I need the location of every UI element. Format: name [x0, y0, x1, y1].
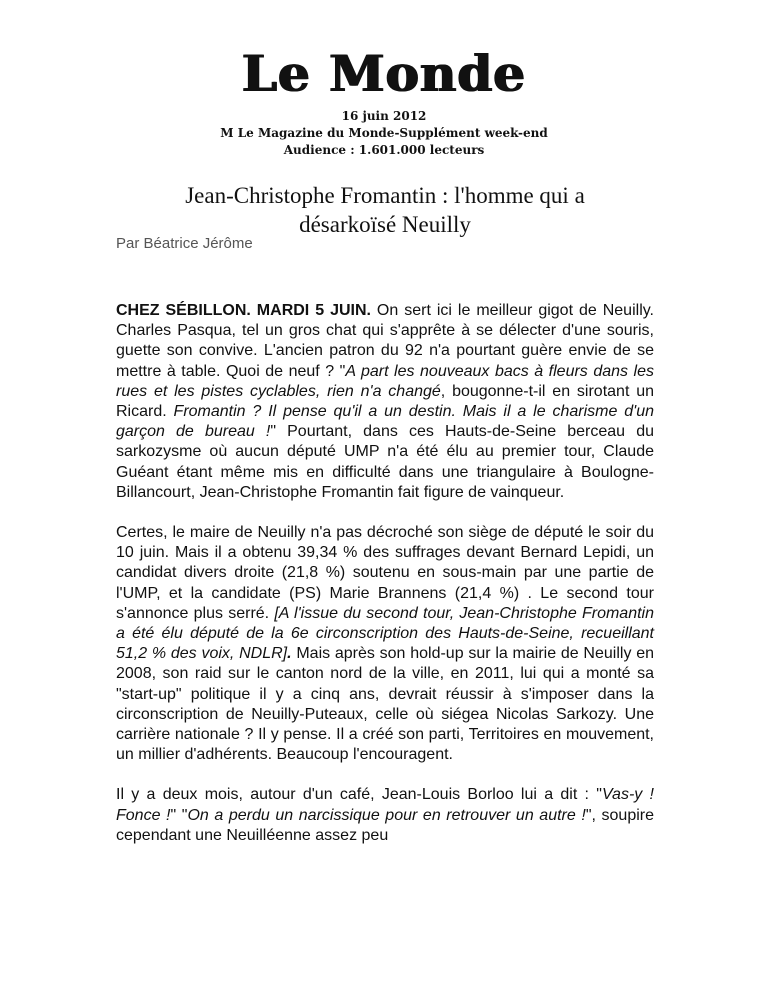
publication-audience: Audience : 1.601.000 lecteurs — [283, 143, 485, 157]
text-span: " " — [170, 806, 188, 824]
article-title: Jean-Christophe Fromantin : l'homme qui a désarkoïsé Neuilly — [185, 183, 585, 237]
editor-note-end: . — [287, 645, 292, 663]
text-span: On sert ici le meilleur gigot de Neuilly. Charles Pasqua, tel un gros chat qui s'apprête à se délecter d'une souris, guette son convive. L'ancien patron du 92 n'a pourtant guère envie de se mettre à table. Quoi de neuf ? " — [116, 302, 655, 380]
text-span: Il y a deux mois, autour d'un café, Jean-Louis Borloo lui a dit : " — [116, 786, 602, 804]
publication-info — [0, 108, 768, 159]
text-span: Mais après son hold-up sur la mairie de Neuilly en 2008, son raid sur le canton nord de la ville, en 2011, lui qui a monté sa "start-up" politique il y a cinq ans, devrait réussir à s'imposer dans la circonscription de Neuilly-Puteaux, celle où siégea Nicolas Sarkozy. Une carrière nationale ? Il y pense. Il a créé son parti, Territoires en mouvement, un millier d'adhérents. Beaucoup l'encouragent. — [116, 645, 655, 764]
publication-date: 16 juin 2012 — [341, 109, 427, 123]
paragraph-2 — [116, 523, 654, 765]
editor-note: [A l'issue du second tour, Jean-Christophe Fromantin a été élu député de la 6e circonscription des Hauts-de-Seine, recueillant 51,2 % des voix, NDLR] — [116, 604, 655, 663]
article-body — [116, 301, 654, 866]
le-monde-logo: Le Monde — [241, 44, 527, 103]
paragraph-1 — [116, 301, 654, 503]
text-span: , bougonne-t-il en sirotant un Ricard. — [116, 382, 655, 421]
text-span: ", soupire cependant une Neuilléenne assez peu — [116, 806, 655, 844]
quote-span: A part les nouveaux bacs à fleurs dans les rues et les pistes cyclables, rien n'a changé — [116, 362, 654, 400]
publication-name: M Le Magazine du Monde-Supplément week-end — [220, 126, 548, 140]
paragraph-3 — [116, 785, 654, 846]
quote-span: Fromantin ? Il pense qu'il a un destin. Mais il a le charisme d'un garçon de bureau ! — [116, 403, 655, 441]
lead-dateline: CHEZ SÉBILLON. MARDI 5 JUIN. — [116, 302, 371, 319]
text-span: " Pourtant, dans ces Hauts-de-Seine berceau du sarkozysme où aucun député UMP n'a été élu au premier tour, Claude Guéant étant même mis en difficulté dans une triangulaire à Boulogne-Billancourt, Jean-Christophe Fromantin fait figure de vainqueur. — [116, 423, 654, 501]
text-span: Certes, le maire de Neuilly n'a pas décroché son siège de député le soir du 10 juin. Mais il a obtenu 39,34 % des suffrages devant Bernard Lepidi, un candidat divers droite (21,8 %) soutenu en sous-main par une partie de l'UMP, et la candidate (PS) Marie Brannens (21,4 %) . Le second tour s'annonce plus serré. — [116, 524, 654, 622]
quote-span: On a perdu un narcissique pour en retrouver un autre ! — [187, 806, 586, 824]
quote-span: Vas-y ! Fonce ! — [116, 786, 654, 824]
article-byline: Par Béatrice Jérôme — [116, 235, 253, 252]
